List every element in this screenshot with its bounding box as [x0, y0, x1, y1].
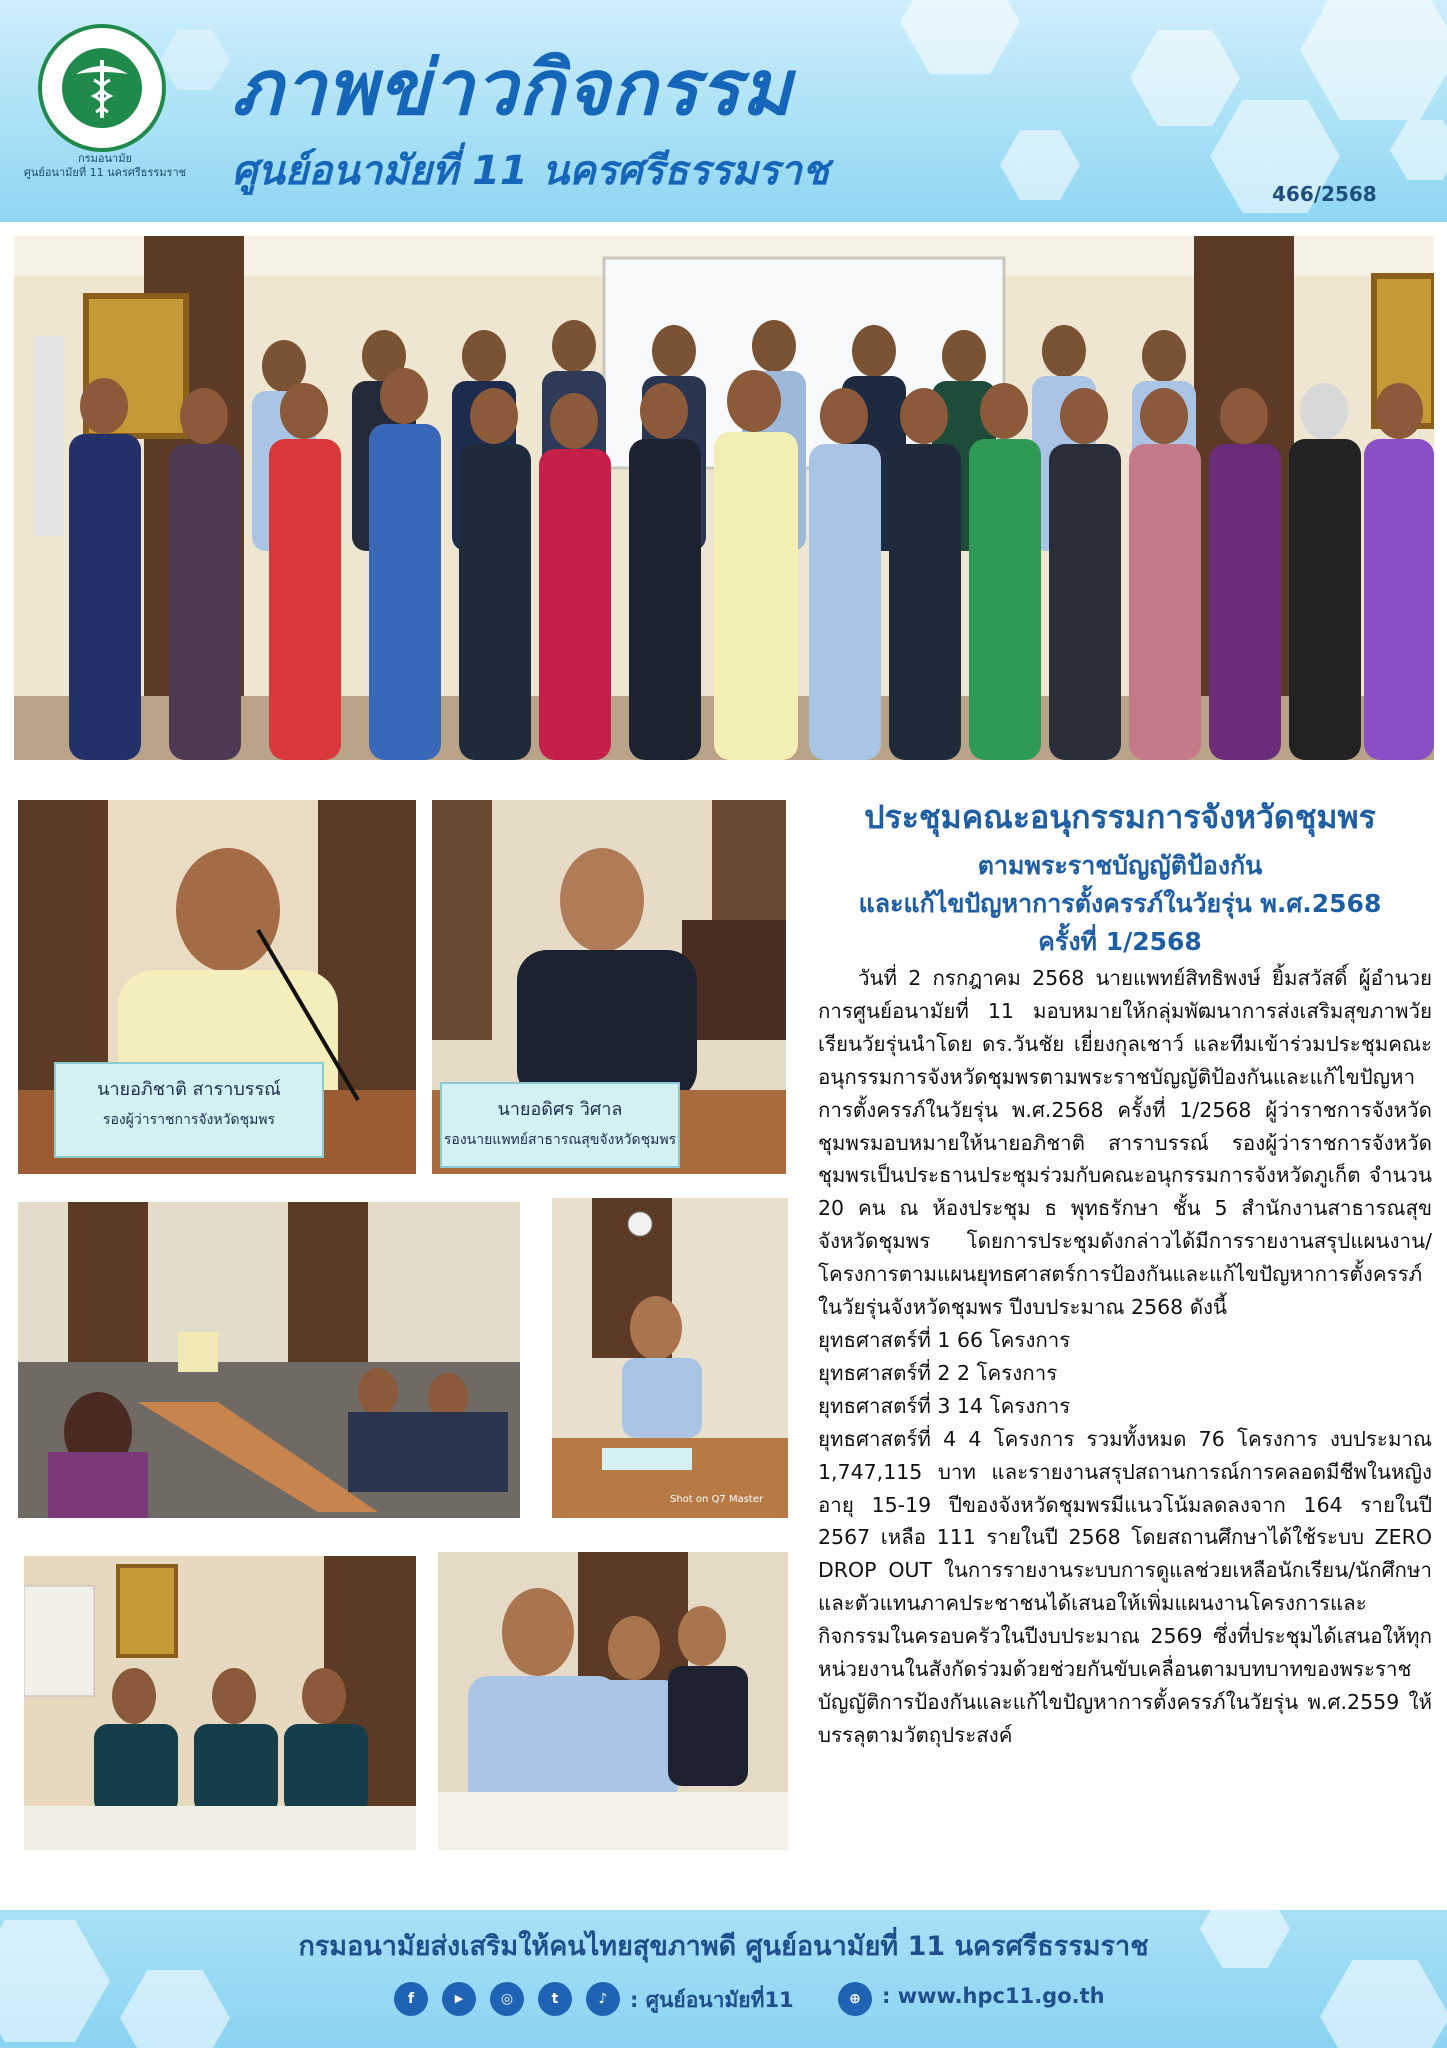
photo-participant-illustration	[552, 1198, 788, 1518]
hexagon-decoration	[1390, 120, 1447, 180]
article-body	[818, 962, 1432, 1752]
photo-three-staff-illustration	[24, 1556, 416, 1850]
photo-speakers	[438, 1552, 788, 1850]
article-title-line3: และแก้ไขปัญหาการตั้งครรภ์ในวัยรุ่น พ.ศ.2568	[858, 889, 1382, 918]
article-strategy-2: ยุทธศาสตร์ที่ 2 2 โครงการ	[818, 1360, 1058, 1385]
globe-icon[interactable]: ⊕	[838, 1982, 872, 2016]
placard-right	[440, 1082, 680, 1168]
hexagon-decoration	[1000, 130, 1080, 200]
logo-caption	[10, 152, 200, 180]
photo-health-officer	[432, 800, 786, 1174]
photo-meeting-room	[18, 1202, 520, 1518]
placard-left	[54, 1062, 324, 1158]
hexagon-decoration	[1300, 0, 1447, 120]
twitter-icon[interactable]: t	[538, 1982, 572, 2016]
article-title-line2: ตามพระราชบัญญัติป้องกัน	[977, 851, 1263, 880]
logo-caption-line1: กรมอนามัย	[78, 152, 132, 165]
tiktok-icon[interactable]: ♪	[586, 1982, 620, 2016]
logo-caption-line2: ศูนย์อนามัยที่ 11 นครศรีธรรมราช	[23, 166, 187, 179]
ministry-logo	[38, 24, 166, 152]
photo-speakers-illustration	[438, 1552, 788, 1850]
photo-three-staff	[24, 1556, 416, 1850]
footer-banner	[0, 1910, 1447, 2048]
camera-watermark: Shot on Q7 Master	[670, 1494, 764, 1505]
article-title-line4: ครั้งที่ 1/2568	[1038, 927, 1202, 956]
article-paragraph-1: วันที่ 2 กรกฎาคม 2568 นายแพทย์สิทธิพงษ์ ยิ้มสวัสดิ์ ผู้อำนวยการศูนย์อนามัยที่ 11 มอบหมายให้กลุ่มพัฒนาการส่งเสริมสุขภาพวัยเรียนวัยรุ่นนำโดย ดร.วันชัย เยี่ยงกุลเชาว์ และทีมเข้าร่วมประชุมคณะอนุกรรมการจังหวัดชุมพรตามพระราชบัญญัติป้องกันและแก้ไขปัญหาการตั้งครรภ์ในวัยรุ่น พ.ศ.2568 ครั้งที่ 1/2568 ผู้ว่าราชการจังหวัดชุมพรมอบหมายให้นายอภิชาติ สาราบรรณ์ รองผู้ว่าราชการจังหวัดชุมพรเป็นประธานประชุมร่วมกับคณะอนุกรรมการจังหวัดภูเก็ต จำนวน 20 คน ณ ห้องประชุม ธ พุทธรักษา ชั้น 5 สำนักงานสาธารณสุขจังหวัดชุมพร โดยการประชุมดังกล่าวได้มีการรายงานสรุปแผนงาน/โครงการตามแผนยุทธศาสตร์การป้องกันและแก้ไขปัญหาการตั้งครรภ์ในวัยรุ่นจังหวัดชุมพร ปีงบประมาณ 2568 ดังนี้	[818, 966, 1432, 1320]
page-title: ภาพข่าวกิจกรรม	[232, 43, 793, 132]
hexagon-decoration	[1320, 1960, 1447, 2048]
footer-social-label: : ศูนย์อนามัยที่11	[630, 1988, 794, 2012]
placard-left-role: รองผู้ว่าราชการจังหวัดชุมพร	[102, 1112, 276, 1128]
photo-chairman	[18, 800, 416, 1174]
article-paragraph-2: ยุทธศาสตร์ที่ 4 4 โครงการ รวมทั้งหมด 76 โครงการ งบประมาณ 1,747,115 บาท และรายงานสรุปสถานการณ์การคลอดมีชีพในหญิงอายุ 15-19 ปีของจังหวัดชุมพรมีแนวโน้มลดลงจาก 164 รายในปี 2567 เหลือ 111 รายในปี 2568 โดยสถานศึกษาได้ใช้ระบบ ZERO DROP OUT ในการรายงานระบบการดูแลช่วยเหลือนักเรียน/นักศึกษาและตัวแทนภาคประชาชนได้เสนอให้เพิ่มแผนงานโครงการและกิจกรรมในครอบครัวในปีงบประมาณ 2569 ซึ่งที่ประชุมได้เสนอให้ทุกหน่วยงานในสังกัดร่วมด้วยช่วยกันขับเคลื่อนตามบทบาทของพระราชบัญญัติการป้องกันและแก้ไขปัญหาการตั้งครรภ์ในวัยรุ่น พ.ศ.2559 ให้บรรลุตามวัตถุประสงค์	[818, 1426, 1432, 1747]
footer-slogan: กรมอนามัยส่งเสริมให้คนไทยสุขภาพดี ศูนย์อนามัยที่ 11 นครศรีธรรมราช	[298, 1931, 1149, 1962]
instagram-icon[interactable]: ◎	[490, 1982, 524, 2016]
header-banner	[0, 0, 1447, 222]
page-subtitle: ศูนย์อนามัยที่ 11 นครศรีธรรมราช	[232, 148, 829, 194]
photo-meeting-room-illustration	[18, 1202, 520, 1518]
hexagon-decoration	[1130, 30, 1240, 126]
placard-right-name: นายอดิศร วิศาล	[497, 1099, 623, 1120]
photo-participant	[552, 1198, 788, 1518]
placard-right-role: รองนายแพทย์สาธารณสุขจังหวัดชุมพร	[443, 1132, 677, 1148]
issue-number: 466/2568	[1272, 182, 1377, 206]
placard-left-name: นายอภิชาติ สาราบรรณ์	[97, 1079, 281, 1100]
article-strategy-1: ยุทธศาสตร์ที่ 1 66 โครงการ	[818, 1327, 1071, 1352]
hexagon-decoration	[160, 30, 230, 90]
article-title-line1: ประชุมคณะอนุกรรมการจังหวัดชุมพร	[864, 798, 1376, 836]
youtube-icon[interactable]: ▶	[442, 1982, 476, 2016]
facebook-icon[interactable]: f	[394, 1982, 428, 2016]
article-strategy-3: ยุทธศาสตร์ที่ 3 14 โครงการ	[818, 1393, 1071, 1418]
caduceus-icon	[62, 48, 142, 128]
group-photo-illustration	[14, 236, 1434, 760]
hexagon-decoration	[120, 1970, 230, 2048]
group-photo	[14, 236, 1434, 760]
footer-website[interactable]: : www.hpc11.go.th	[882, 1984, 1105, 2008]
hexagon-decoration	[900, 0, 1020, 74]
